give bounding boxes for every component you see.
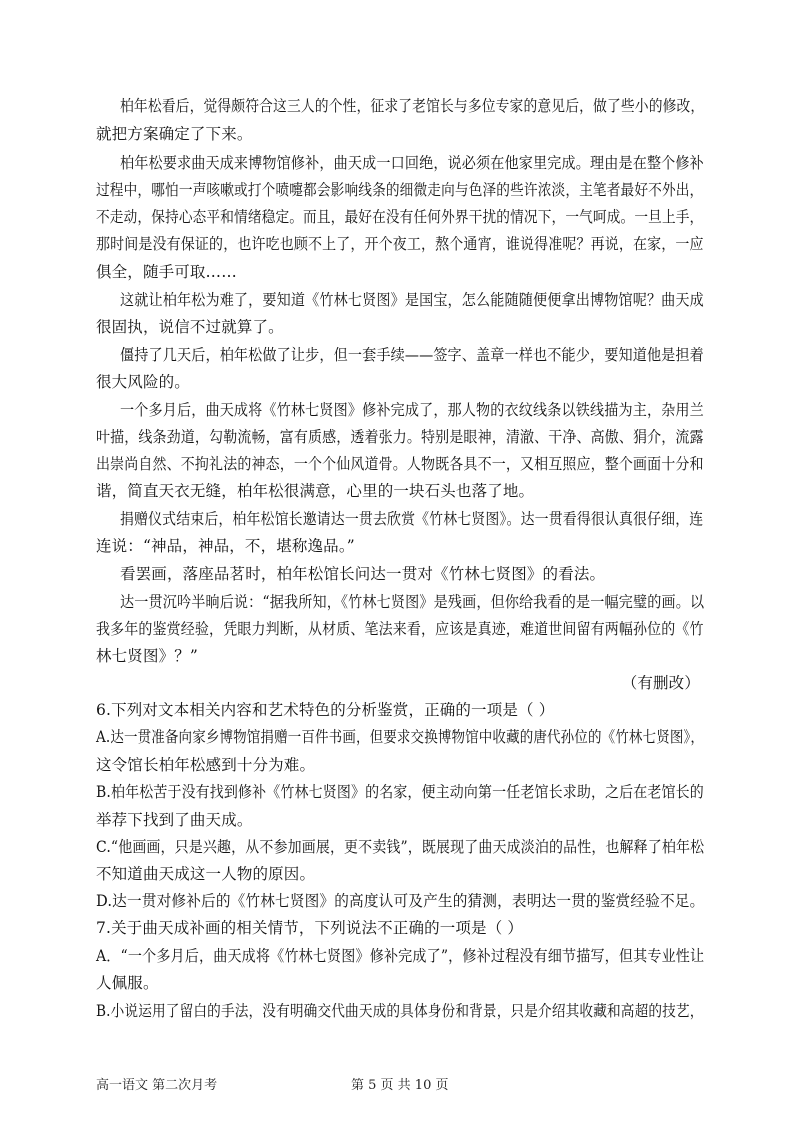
text-line: 过程中，哪怕一声咳嗽或打个喷嚏都会影响线条的细微走向与色泽的些许浓淡，主笔者最好不外出， xyxy=(96,181,704,199)
text-line: 连说：“神品，神品，不，堪称逸品。” xyxy=(96,537,355,555)
text-line: 谐，简直天衣无缝，柏年松很满意，心里的一块石头也落了地。 xyxy=(96,482,535,500)
option-text: 举荐下找到了曲天成。 xyxy=(96,811,253,829)
option-text: 人佩服。 xyxy=(96,974,159,992)
option-text: B.小说运用了留白的手法，没有明确交代曲天成的具体身份和背景，只是介绍其收藏和高超的技艺， xyxy=(96,1002,704,1020)
option-text: 不知道曲天成这一人物的原因。 xyxy=(96,865,316,883)
text-line: 柏年松看后，觉得颇符合这三人的个性，征求了老馆长与多位专家的意见后，做了些小的修改， xyxy=(120,97,705,115)
abridged-note: （有删改） xyxy=(621,674,700,692)
text-line: 就把方案确定了下来。 xyxy=(96,125,253,143)
text-line: 看罢画，落座品茗时，柏年松馆长问达一贯对《竹林七贤图》的看法。 xyxy=(120,565,606,583)
option-text: D.达一贯对修补后的《竹林七贤图》的高度认可及产生的猜测，表明达一贯的鉴赏经验不足。 xyxy=(96,892,705,910)
text-line: 柏年松要求曲天成来博物馆修补，曲天成一口回绝，说必须在他家里完成。理由是在整个修补 xyxy=(120,154,704,172)
text-line: 叶描，线条劲道，勾勒流畅，富有质感，透着张力。特别是眼神，清澈、干净、高傲、狷介，流露 xyxy=(96,428,704,446)
option-text: A.达一贯准备向家乡博物馆捐赠一百件书画，但要求交换博物馆中收藏的唐代孙位的《竹林七贤图》， xyxy=(96,728,705,746)
option-text: A．“一个多月后，曲天成将《竹林七贤图》修补完成了”，修补过程没有细节描写，但其专业性让 xyxy=(96,947,705,965)
text-line: 一个多月后，曲天成将《竹林七贤图》修补完成了，那人物的衣纹线条以铁线描为主，杂用兰 xyxy=(120,401,704,419)
text-line: 我多年的鉴赏经验，凭眼力判断，从材质、笔法来看，应该是真迹，难道世间留有两幅孙位的《竹 xyxy=(96,620,704,638)
text-line: 俱全，随手可取…… xyxy=(96,263,237,281)
text-line: 僵持了几天后，柏年松做了让步，但一套手续——签字、盖章一样也不能少，要知道他是担着 xyxy=(120,346,704,364)
text-line: 很固执，说信不过就算了。 xyxy=(96,318,284,336)
text-line: 林七贤图》？” xyxy=(96,647,198,665)
text-line: 这就让柏年松为难了，要知道《竹林七贤图》是国宝，怎么能随随便便拿出博物馆呢？曲天成 xyxy=(120,291,704,309)
question-stem: 7.关于曲天成补画的相关情节，下列说法不正确的一项是（ ） xyxy=(96,919,524,937)
text-line: 很大风险的。 xyxy=(96,373,190,391)
option-text: B.柏年松苦于没有找到修补《竹林七贤图》的名家，便主动向第一任老馆长求助，之后在老馆长的 xyxy=(96,783,704,801)
footer-page-number: 第 5 页 共 10 页 xyxy=(351,1078,449,1093)
option-text: 这令馆长柏年松感到十分为难。 xyxy=(96,756,316,774)
option-text: C.“他画画，只是兴趣，从不参加画展，更不卖钱”，既展现了曲天成淡泊的品性，也解释了柏年松 xyxy=(96,838,705,856)
text-line: 出崇尚自然、不拘礼法的神态，一个个仙风道骨。人物既各具不一，又相互照应，整个画面十分和 xyxy=(96,455,704,473)
question-stem: 6.下列对文本相关内容和艺术特色的分析鉴赏，正确的一项是（ ） xyxy=(96,701,555,719)
text-line: 达一贯沉吟半晌后说：“据我所知，《竹林七贤图》是残画，但你给我看的是一幅完璧的画。以 xyxy=(120,593,705,611)
text-line: 捐赠仪式结束后，柏年松馆长邀请达一贯去欣赏《竹林七贤图》。达一贯看得很认真很仔细，连 xyxy=(120,510,704,528)
text-line: 那时间是没有保证的，也许吃也顾不上了，开个夜工，熬个通宵，谁说得准呢？再说，在家，一应 xyxy=(96,235,704,253)
footer-course: 高一语文 第二次月考 xyxy=(96,1078,218,1093)
text-line: 不走动，保持心态平和情绪稳定。而且，最好在没有任何外界干扰的情况下，一气呵成。一旦上手， xyxy=(96,208,704,226)
